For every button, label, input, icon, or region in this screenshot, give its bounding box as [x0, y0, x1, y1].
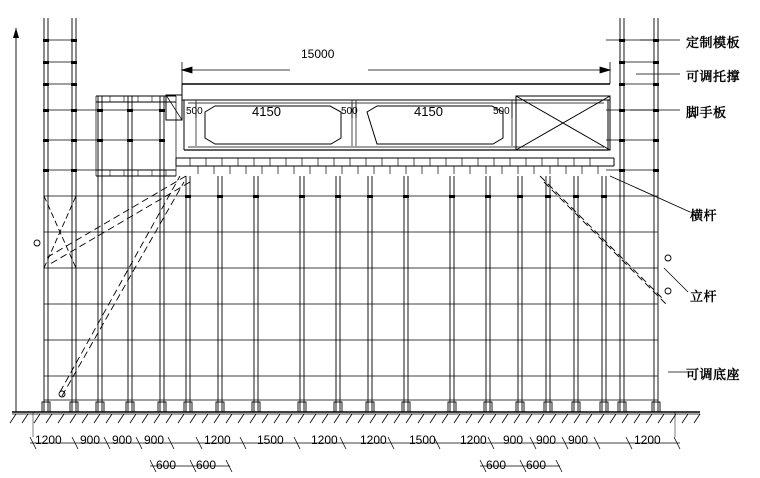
bottom-dim-2: 900 — [112, 433, 133, 447]
ledgers-main — [186, 196, 606, 400]
ledgers-right — [606, 40, 658, 400]
bottom-sub-dim-left-0: 600 — [156, 458, 177, 472]
small-dim-3: 500 — [493, 106, 510, 117]
bottom-dim-1: 900 — [80, 433, 101, 447]
custom-formwork-block — [516, 96, 610, 150]
callout-scaffold-plank: 脚手板 — [686, 105, 727, 120]
bottom-dim-6: 1200 — [311, 433, 338, 447]
ground-hatch — [10, 414, 700, 423]
left-formwork-bracket — [166, 95, 182, 120]
bottom-dim-8: 1500 — [409, 433, 436, 447]
bottom-dim-11: 900 — [536, 433, 557, 447]
callout-ledger: 横杆 — [690, 208, 718, 223]
callout-adjustable-u-head: 可调托撑 — [686, 69, 741, 84]
bottom-sub-dim-right-0: 600 — [486, 458, 507, 472]
cell-label-left: 4150 — [252, 104, 281, 119]
bottom-dim-13: 1200 — [634, 433, 661, 447]
bottom-dim-4: 1200 — [204, 433, 231, 447]
bottom-dim-9: 1200 — [460, 433, 487, 447]
top-dimension-label: 15000 — [301, 47, 335, 61]
u-head-row — [190, 158, 590, 166]
small-dim-1: 500 — [186, 106, 203, 117]
standards-left — [44, 18, 164, 412]
bottom-sub-dim-left-1: 600 — [196, 458, 217, 472]
adjustable-bases — [42, 402, 660, 412]
diagonal-bracing — [46, 176, 668, 396]
bottom-dim-12: 900 — [568, 433, 589, 447]
bottom-dim-3: 900 — [144, 433, 165, 447]
bottom-dim-0: 1200 — [35, 433, 62, 447]
brace-nodes — [34, 240, 671, 397]
small-dim-2: 500 — [341, 106, 358, 117]
standards-main — [186, 176, 606, 412]
bottom-dim-10: 900 — [503, 433, 524, 447]
callout-standard-post: 立杆 — [690, 289, 718, 304]
callout-leaders — [610, 40, 690, 372]
cell-label-right: 4150 — [414, 104, 443, 119]
callout-custom-formwork: 定制模板 — [686, 35, 741, 50]
callout-adjustable-base: 可调底座 — [686, 367, 741, 382]
node-markers — [43, 39, 659, 198]
standards-right — [620, 18, 658, 412]
bottom-dim-5: 1500 — [257, 433, 284, 447]
dim-top — [182, 62, 610, 84]
ledgers-left — [44, 40, 186, 400]
bottom-dim-7: 1200 — [360, 433, 387, 447]
bottom-sub-dim-right-1: 600 — [526, 458, 547, 472]
